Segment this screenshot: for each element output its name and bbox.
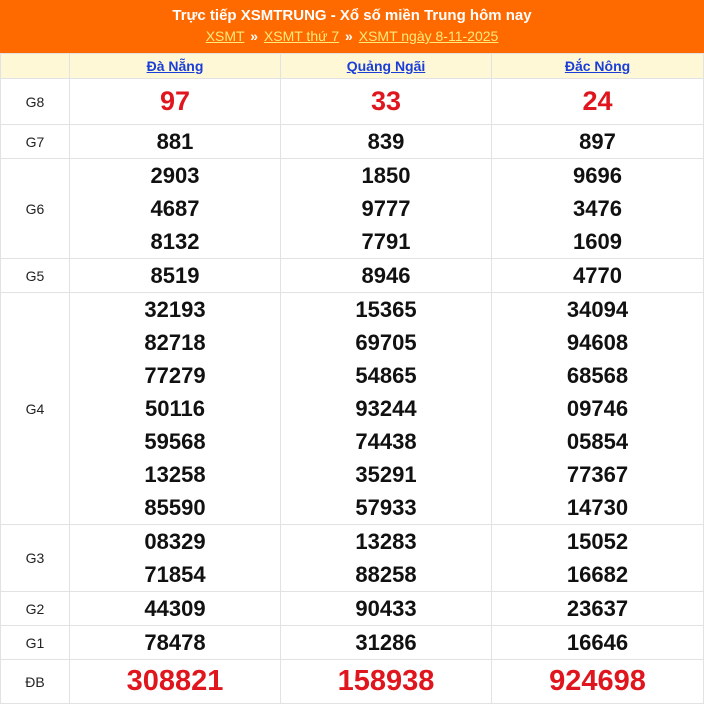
prize-number: 8946: [361, 263, 411, 288]
result-cell: [70, 293, 281, 525]
prize-number: 08329: [144, 529, 206, 554]
prize-label: G2: [1, 592, 70, 626]
result-cell: [281, 525, 492, 592]
result-cell: [281, 293, 492, 525]
prize-label: G4: [1, 293, 70, 525]
prize-label: G7: [1, 125, 70, 159]
result-cell: [492, 592, 704, 626]
prize-number: 74438: [355, 429, 417, 454]
result-cell: [281, 592, 492, 626]
prize-number: 54865: [355, 363, 417, 388]
table-row: [1, 592, 704, 626]
prize-number: 35291: [355, 462, 417, 487]
prize-number: 94608: [566, 330, 629, 355]
prize-number: 33: [370, 86, 402, 116]
prize-number: 897: [579, 129, 616, 154]
province-link-da-nang[interactable]: Đà Nẵng: [146, 58, 204, 74]
prize-number: 8132: [150, 229, 200, 254]
result-cell: [492, 79, 704, 125]
prize-number: 23637: [566, 596, 629, 621]
prize-number: 85590: [144, 495, 206, 520]
breadcrumb: [0, 26, 704, 46]
result-cell: [70, 592, 281, 626]
result-cell: [70, 79, 281, 125]
result-cell: [281, 660, 492, 704]
province-header: [70, 54, 281, 79]
prize-number: 31286: [355, 630, 417, 655]
prize-number: 7791: [361, 229, 411, 254]
result-cell: [70, 259, 281, 293]
table-row: [1, 125, 704, 159]
table-row: [1, 159, 704, 259]
prize-number: 09746: [566, 396, 629, 421]
prize-number: 4687: [150, 196, 200, 221]
prize-number: 88258: [355, 562, 417, 587]
breadcrumb-link-xsmt-thu-7[interactable]: XSMT thứ 7: [263, 28, 340, 44]
result-cell: [281, 125, 492, 159]
prize-number: 839: [367, 129, 405, 154]
breadcrumb-separator: »: [250, 28, 259, 44]
table-row: [1, 525, 704, 592]
result-cell: [492, 259, 704, 293]
breadcrumb-separator: »: [345, 28, 353, 44]
prize-number: 97: [159, 86, 191, 116]
result-cell: [70, 660, 281, 704]
prize-number: 16682: [566, 562, 629, 587]
prize-label: G5: [1, 259, 70, 293]
prize-number: 9696: [573, 163, 622, 188]
prize-label: ĐB: [1, 660, 70, 704]
table-row: [1, 660, 704, 704]
prize-label: G8: [1, 79, 70, 125]
prize-number: 77279: [144, 363, 206, 388]
province-link-dac-nong[interactable]: Đắc Nông: [564, 58, 631, 74]
prize-number: 71854: [144, 562, 206, 587]
result-cell: [70, 125, 281, 159]
result-cell: [281, 259, 492, 293]
prize-label: G1: [1, 626, 70, 660]
result-cell: [492, 159, 704, 259]
table-row: [1, 259, 704, 293]
prize-number: 16646: [566, 630, 629, 655]
page-title: Trực tiếp XSMTRUNG - Xổ số miền Trung hôm nay: [172, 7, 532, 24]
prize-label: G3: [1, 525, 70, 592]
result-cell: [281, 159, 492, 259]
special-prize-number: 924698: [549, 665, 646, 697]
prize-number: 15052: [566, 529, 629, 554]
result-cell: [492, 125, 704, 159]
prize-number: 82718: [144, 330, 206, 355]
result-cell: [70, 525, 281, 592]
province-header: [492, 54, 704, 79]
province-header: [281, 54, 492, 79]
result-cell: [281, 626, 492, 660]
result-cell: [492, 660, 704, 704]
prize-number: 13283: [355, 529, 417, 554]
prize-number: 59568: [144, 429, 206, 454]
prize-number: 2903: [150, 163, 200, 188]
result-cell: [492, 626, 704, 660]
table-row: [1, 293, 704, 525]
prize-number: 15365: [355, 297, 417, 322]
prize-number: 13258: [144, 462, 206, 487]
prize-number: 14730: [566, 495, 629, 520]
results-table: [0, 53, 704, 704]
prize-number: 50116: [145, 396, 205, 421]
prize-number: 90433: [355, 596, 417, 621]
breadcrumb-link-xsmt-ngay[interactable]: XSMT ngày 8-11-2025: [358, 28, 499, 44]
special-prize-number: 158938: [337, 665, 435, 697]
province-link-quang-ngai[interactable]: Quảng Ngãi: [346, 58, 426, 74]
prize-number: 68568: [566, 363, 629, 388]
prize-number: 77367: [566, 462, 629, 487]
prize-number: 69705: [355, 330, 417, 355]
prize-number: 881: [156, 129, 194, 154]
prize-number: 05854: [566, 429, 629, 454]
prize-number: 78478: [144, 630, 206, 655]
result-cell: [281, 79, 492, 125]
result-cell: [492, 293, 704, 525]
table-row: [1, 626, 704, 660]
prize-number: 32193: [144, 297, 206, 322]
prize-number: 44309: [144, 596, 206, 621]
breadcrumb-link-xsmt[interactable]: XSMT: [205, 28, 245, 44]
results-body: [1, 79, 704, 704]
table-row: [1, 79, 704, 125]
prize-number: 9777: [361, 196, 411, 221]
prize-column-header: [1, 54, 70, 79]
result-cell: [70, 159, 281, 259]
prize-number: 57933: [355, 495, 417, 520]
prize-number: 93244: [355, 396, 417, 421]
special-prize-number: 308821: [126, 665, 224, 697]
prize-label: G6: [1, 159, 70, 259]
prize-number: 1850: [361, 163, 411, 188]
result-cell: [492, 525, 704, 592]
prize-number: 34094: [566, 297, 629, 322]
prize-number: 8519: [150, 263, 200, 288]
prize-number: 4770: [573, 263, 622, 288]
prize-number: 1609: [573, 229, 622, 254]
page-header: [0, 0, 704, 53]
prize-number: 24: [582, 86, 613, 116]
prize-number: 3476: [573, 196, 622, 221]
result-cell: [70, 626, 281, 660]
table-header-row: [1, 54, 704, 79]
